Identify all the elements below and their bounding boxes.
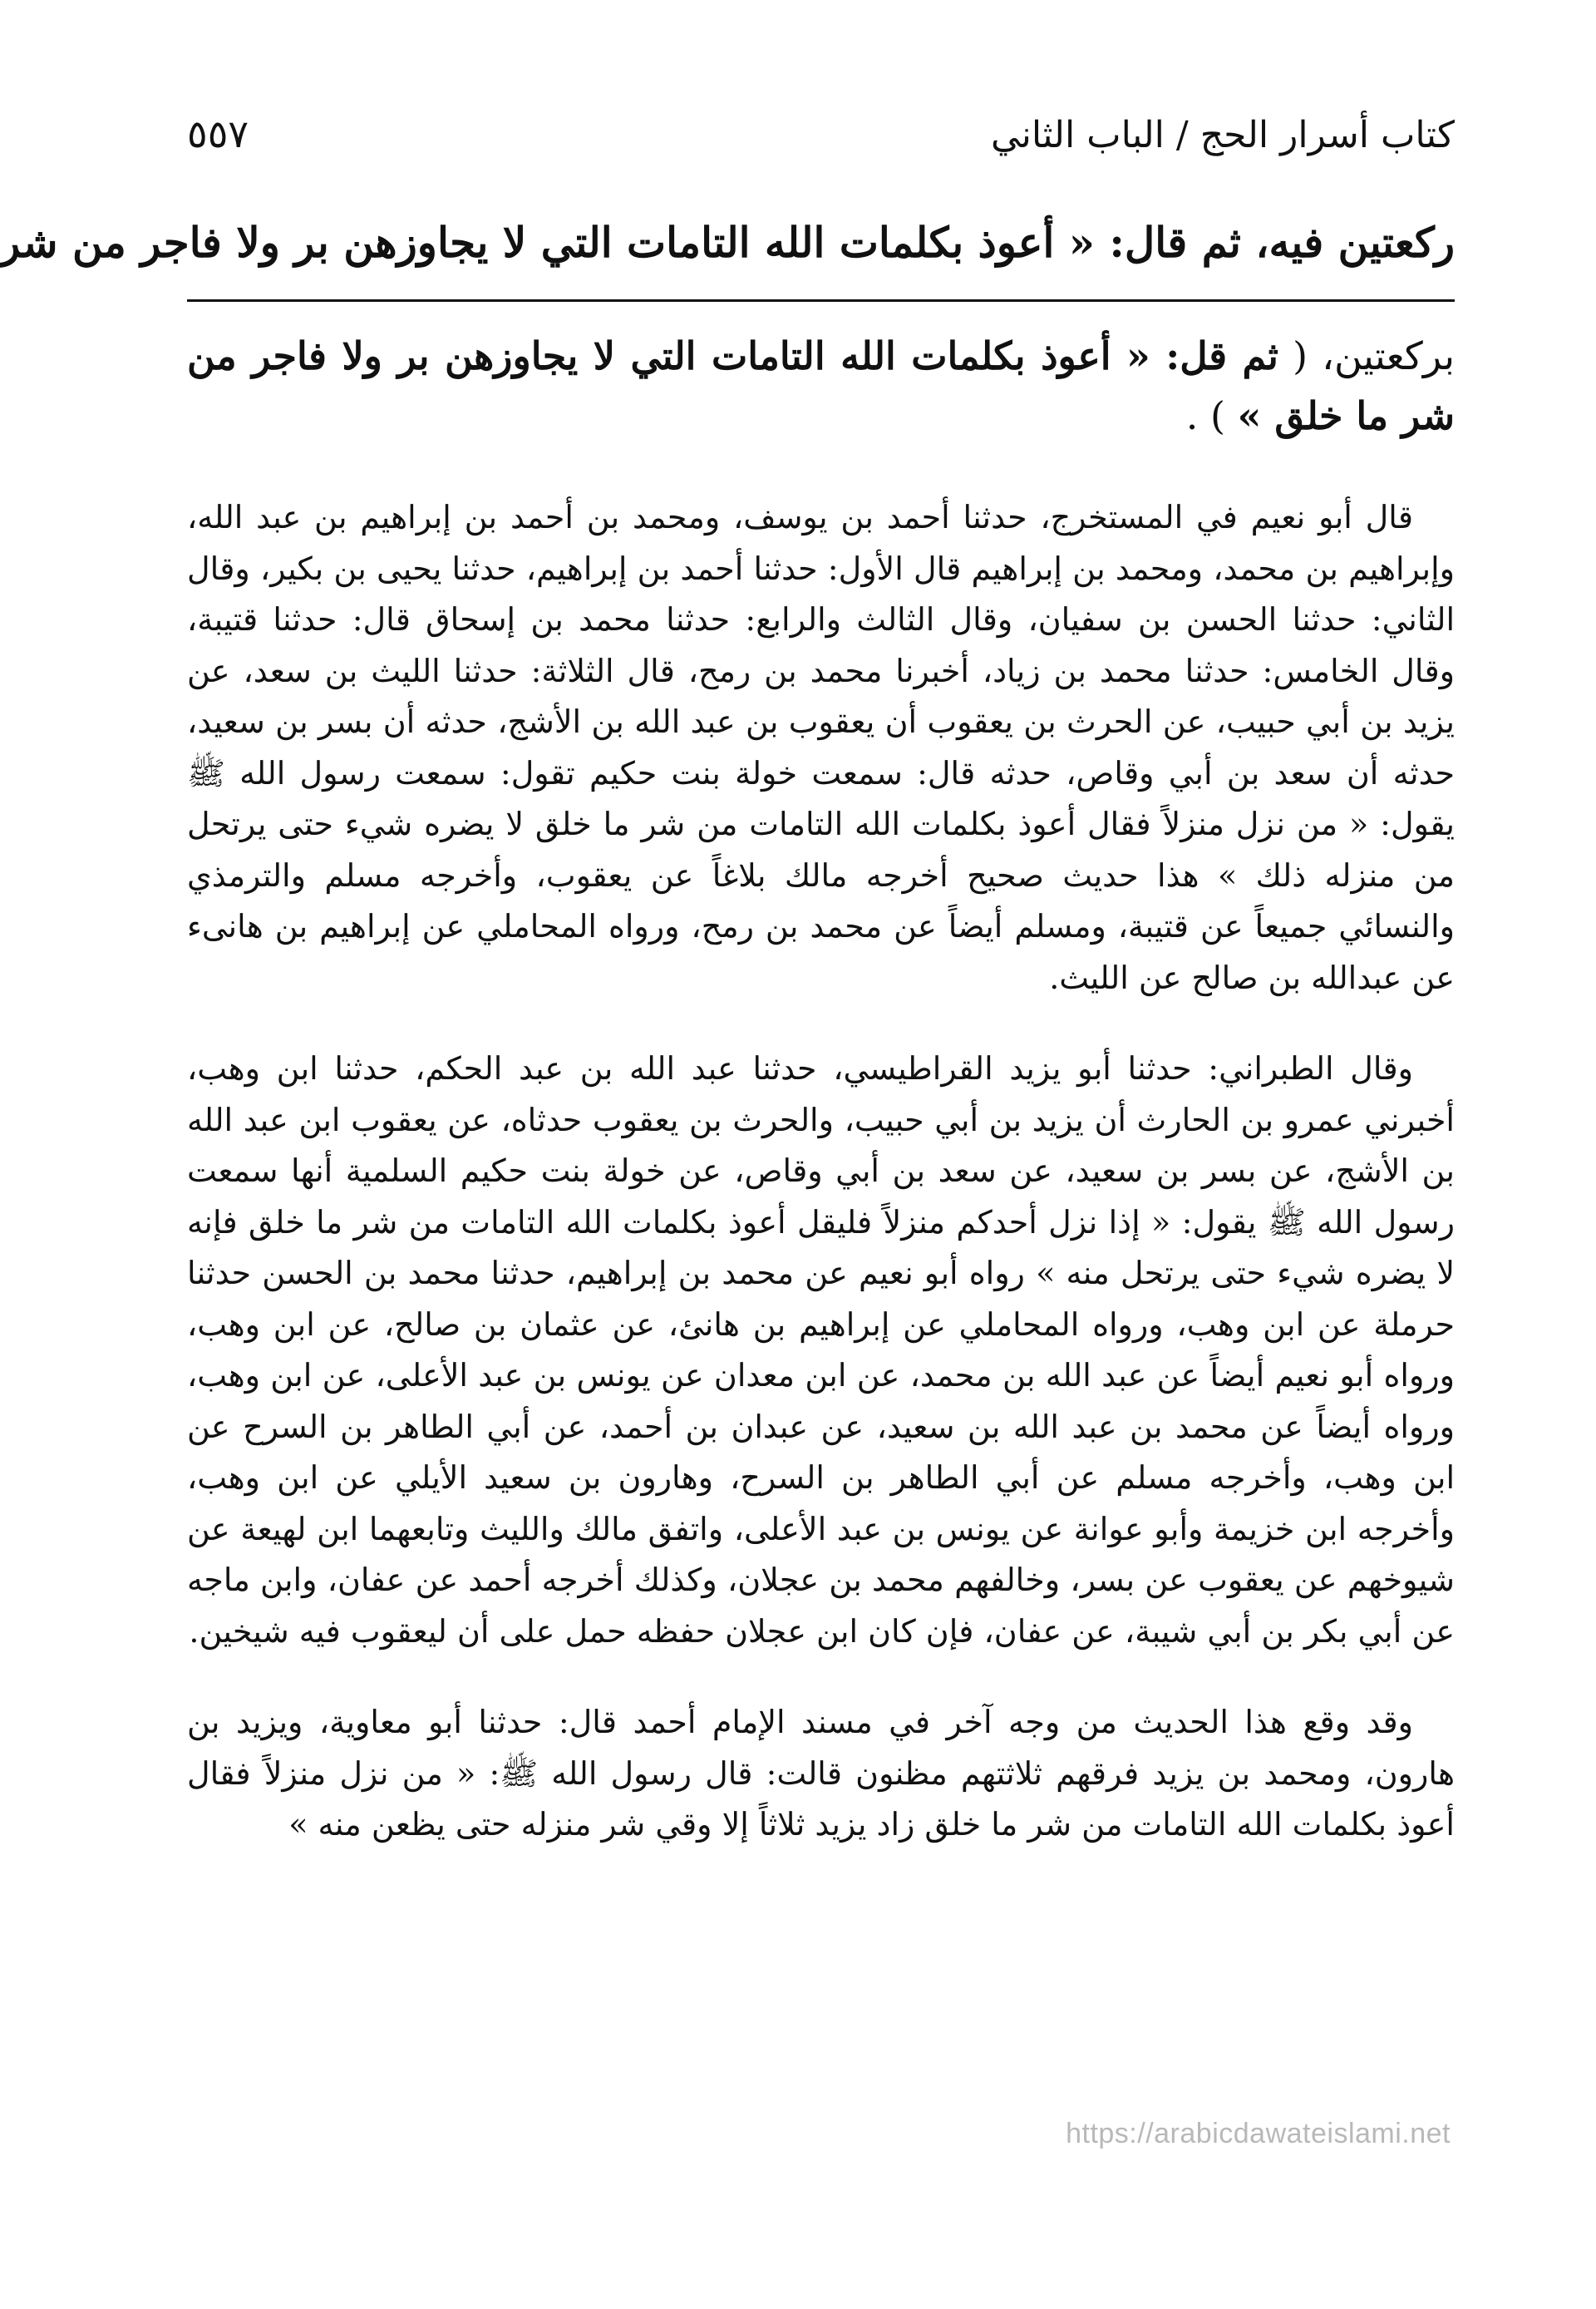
hadith-lead-line: ركعتين فيه، ثم قال: « أعوذ بكلمات الله التامات التي لا يجاوزهن بر ولا فاجر من شر <box>0 218 1455 267</box>
section-divider <box>187 299 1455 302</box>
commentary-close: ) . <box>1185 393 1238 438</box>
running-header-title: كتاب أسرار الحج / الباب الثاني <box>990 114 1455 156</box>
paragraph-musnad-ahmad: وقد وقع هذا الحديث من وجه آخر في مسند الإمام أحمد قال: حدثنا أبو معاوية، ويزيد بن هارون، ومحمد بن يزيد فرقهم ثلاثتهم مظنون قالت: قال رسول الله ﷺ: « من نزل منزلاً فقال أعوذ بكلمات الله التامات من شر ما خلق زاد يزيد ثلاثاً إلا وقي شر منزله حتى يظعن منه » <box>187 1704 1455 1843</box>
body-text <box>187 492 1455 1891</box>
running-header <box>187 98 1455 156</box>
page-number: ٥٥٧ <box>187 111 249 156</box>
commentary-lead-in: بركعتين، ( <box>1278 333 1456 378</box>
paragraph-abu-nuaym: قال أبو نعيم في المستخرج، حدثنا أحمد بن يوسف، ومحمد بن أحمد بن إبراهيم بن عبد الله، وإبراهيم بن محمد، ومحمد بن إبراهيم قال الأول: حدثنا أحمد بن إبراهيم، حدثنا يحيى بن بكير، وقال الثاني: حدثنا الحسن بن سفيان، وقال الثالث والرابع: حدثنا محمد بن إسحاق قال: حدثنا قتيبة، وقال الخامس: حدثنا محمد بن زياد، أخبرنا محمد بن رمح، قال الثلاثة: حدثنا الليث بن سعد، عن يزيد بن أبي حبيب، عن الحرث بن يعقوب أن يعقوب بن عبد الله بن الأشج، حدثه أن بسر بن سعيد، حدثه أن سعد بن أبي وقاص، حدثه قال: سمعت خولة بنت حكيم تقول: سمعت رسول الله ﷺ يقول: « من نزل منزلاً فقال أعوذ بكلمات الله التامات من شر ما خلق لا يضره شيء حتى يرتحل من منزله ذلك » هذا حديث صحيح أخرجه مالك بلاغاً عن يعقوب، وأخرجه مسلم والترمذي والنسائي جميعاً عن قتيبة، ومسلم أيضاً عن محمد بن رمح، ورواه المحاملي عن إبراهيم بن هانىء عن عبدالله بن صالح عن الليث. <box>187 499 1455 996</box>
site-watermark: https://arabicdawateislami.net <box>1066 2118 1451 2149</box>
commentary-block <box>187 326 1455 446</box>
paragraph-tabarani: وقال الطبراني: حدثنا أبو يزيد القراطيسي، حدثنا عبد الله بن عبد الحكم، حدثنا ابن وهب، أخبرني عمرو بن الحارث أن يزيد بن أبي حبيب، والحرث بن يعقوب حدثاه، عن يعقوب ابن عبد الله بن الأشج، عن بسر بن سعيد، عن سعد بن أبي وقاص، عن خولة بنت حكيم السلمية أنها سمعت رسول الله ﷺ يقول: « إذا نزل أحدكم منزلاً فليقل أعوذ بكلمات الله التامات من شر ما خلق فإنه لا يضره شيء حتى يرتحل منه » رواه أبو نعيم عن محمد بن إبراهيم، حدثنا محمد بن الحسن حدثنا حرملة عن ابن وهب، ورواه المحاملي عن إبراهيم بن هانئ، عن عثمان بن صالح، عن ابن وهب، ورواه أبو نعيم أيضاً عن عبد الله بن محمد، عن ابن معدان عن يونس بن عبد الأعلى، عن ابن وهب، ورواه أيضاً عن محمد بن عبد الله بن سعيد، عن عبدان بن أحمد، عن أبي الطاهر بن السرح عن ابن وهب، وأخرجه مسلم عن أبي الطاهر بن السرح، وهارون بن سعيد الأيلي عن ابن وهب، وأخرجه ابن خزيمة وأبو عوانة عن يونس بن عبد الأعلى، واتفق مالك والليث وتابعهما ابن لهيعة عن شيوخهم عن يعقوب عن بسر، وخالفهم محمد بن عجلان، وكذلك أخرجه أحمد عن عفان، وابن ماجه عن أبي بكر بن أبي شيبة، عن عفان، فإن كان ابن عجلان حفظه حمل على أن ليعقوب فيه شيخين. <box>187 1050 1455 1650</box>
commentary-emphasis: ثم قل: « أعوذ بكلمات الله التامات التي لا يجاوزهن بر ولا فاجر من شر ما خلق » <box>187 333 1455 438</box>
